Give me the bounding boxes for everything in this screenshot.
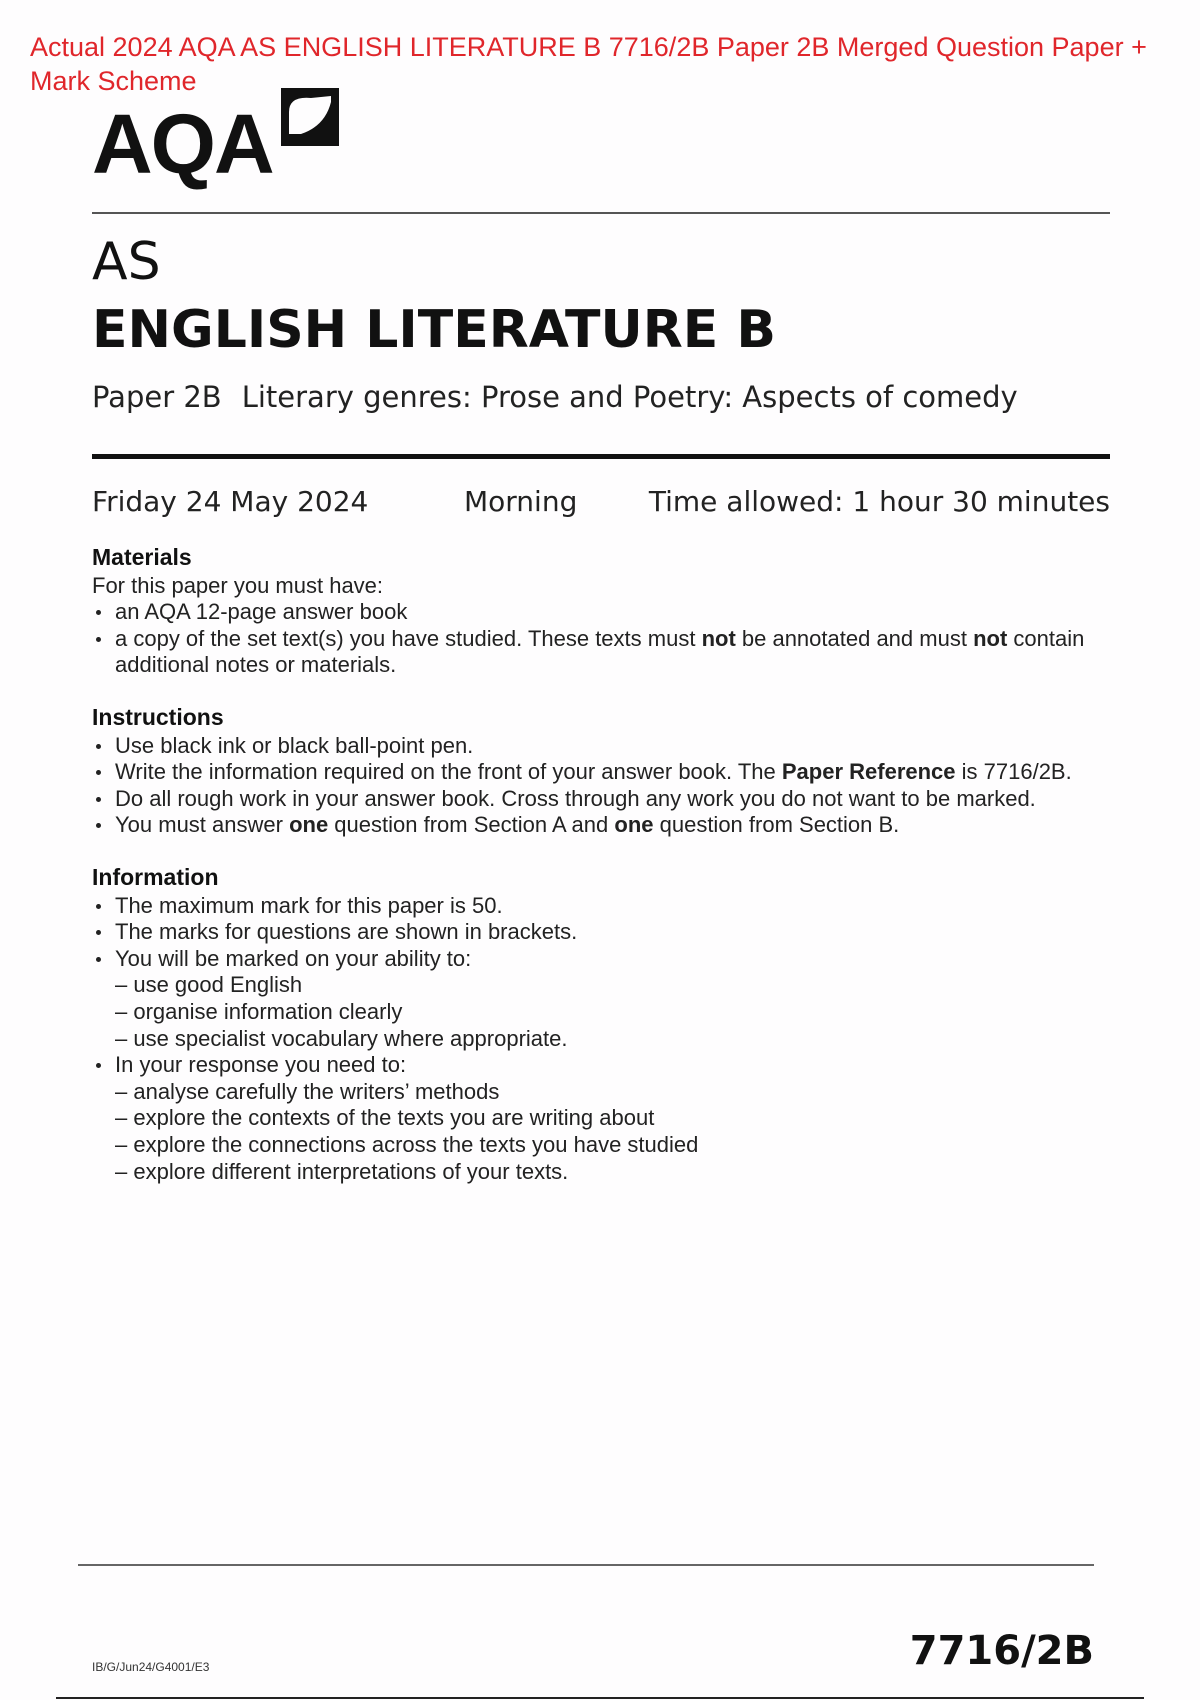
list-item: an AQA 12-page answer book [92,599,1112,626]
list-item: You must answer one question from Section A and one question from Section B. [92,812,1112,839]
sub-list-item: – explore different interpretations of your texts. [115,1158,569,1184]
exam-session: Morning [464,485,578,518]
sub-list-item: – explore the connections across the texts you have studied [115,1131,699,1157]
header-divider [92,212,1110,214]
paper-number: Paper 2B [92,380,222,414]
list-item: The marks for questions are shown in brackets. [92,919,1112,946]
sub-list-item: – explore the contexts of the texts you are writing about [115,1105,655,1131]
information-heading: Information [92,864,219,890]
list-item: You will be marked on your ability to: [92,946,1112,973]
instructions-section [92,704,1112,839]
footer-divider [78,1564,1094,1566]
document-banner-title: Actual 2024 AQA AS ENGLISH LITERATURE B 7716/2B Paper 2B Merged Question Paper + Mark Scheme [30,32,1147,96]
instructions-heading: Instructions [92,704,224,730]
list-item: Write the information required on the front of your answer book. The Paper Reference is 7716/2B. [92,759,1112,786]
sub-list-item: – use good English [115,972,303,998]
footer-document-code: IB/G/Jun24/G4001/E3 [92,1660,210,1674]
materials-heading: Materials [92,544,192,570]
aqa-logo [92,86,339,191]
aqa-flag-icon [281,88,339,146]
aqa-logo-text: AQA [92,97,273,191]
list-item: Do all rough work in your answer book. Cross through any work you do not want to be marked. [92,786,1112,813]
list-item: In your response you need to: [92,1052,1112,1079]
list-item: a copy of the set text(s) you have studied. These texts must not be annotated and must not contain additional notes or materials. [92,626,1112,679]
exam-date: Friday 24 May 2024 [92,485,369,518]
footer-paper-reference: 7716/2B [909,1628,1094,1674]
paper-title-line [92,380,1018,414]
sub-list-item: – use specialist vocabulary where appropriate. [115,1025,568,1051]
time-allowed: Time allowed: 1 hour 30 minutes [648,485,1110,518]
materials-intro: For this paper you must have: [92,572,384,598]
subject-title: ENGLISH LITERATURE B [92,300,776,360]
sub-list-item: – organise information clearly [115,998,403,1024]
paper-title: Literary genres: Prose and Poetry: Aspects of comedy [241,380,1018,414]
materials-section [92,544,1112,679]
list-item: Use black ink or black ball-point pen. [92,733,1112,760]
page-bottom-rule [56,1697,1144,1699]
information-section [92,864,1112,1185]
sub-list-item: – analyse carefully the writers’ methods [115,1078,500,1104]
list-item: The maximum mark for this paper is 50. [92,893,1112,920]
qualification-level: AS [92,232,161,292]
title-divider [92,454,1110,459]
